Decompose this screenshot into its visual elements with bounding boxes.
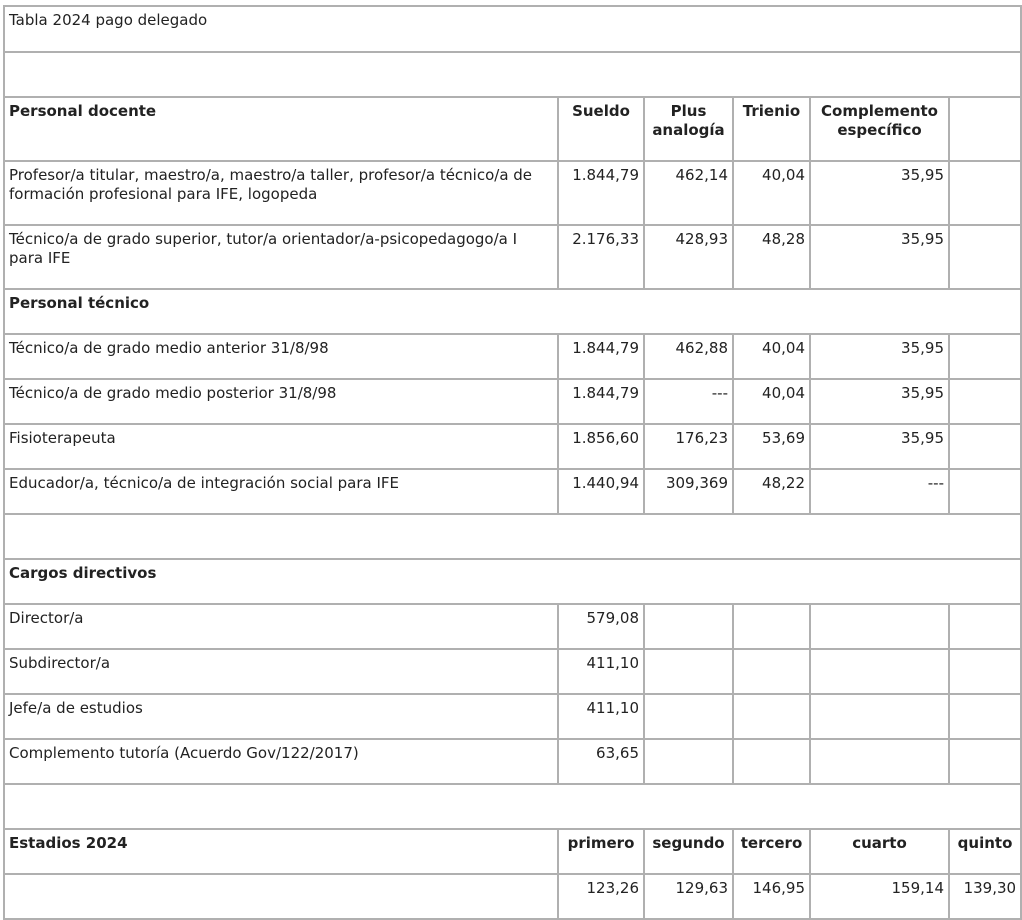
- trienio-cell: 53,69: [733, 424, 810, 469]
- col-header-cuarto: cuarto: [810, 829, 949, 874]
- empty-cell: [810, 604, 949, 649]
- empty-cell: [644, 604, 733, 649]
- plus-cell: 428,93: [644, 225, 733, 289]
- empty-cell: [810, 649, 949, 694]
- empty-cell: [949, 334, 1021, 379]
- empty-cell: [644, 649, 733, 694]
- section-header-tecnico: Personal técnico: [4, 289, 1021, 334]
- col-header-trienio: Trienio: [733, 97, 810, 161]
- row-label: Técnico/a de grado medio anterior 31/8/98: [4, 334, 558, 379]
- section-header-directivos: Cargos directivos: [4, 559, 1021, 604]
- section-header-docentes: Personal docente: [4, 97, 558, 161]
- plus-cell: 462,14: [644, 161, 733, 225]
- empty-cell: [949, 97, 1021, 161]
- value-cell: 411,10: [558, 694, 644, 739]
- sueldo-cell: 1.844,79: [558, 334, 644, 379]
- estadio-value-cell: 129,63: [644, 874, 733, 919]
- table-row: [4, 334, 1021, 379]
- table-row: [4, 604, 1021, 649]
- table-row: [4, 469, 1021, 514]
- row-label: Técnico/a de grado medio posterior 31/8/98: [4, 379, 558, 424]
- empty-cell: [949, 379, 1021, 424]
- tecnico-header-row: [4, 289, 1021, 334]
- empty-cell: [733, 604, 810, 649]
- col-header-segundo: segundo: [644, 829, 733, 874]
- row-label: Educador/a, técnico/a de integración social para IFE: [4, 469, 558, 514]
- complemento-cell: ---: [810, 469, 949, 514]
- row-label: Fisioterapeuta: [4, 424, 558, 469]
- row-label: Director/a: [4, 604, 558, 649]
- row-label: Complemento tutoría (Acuerdo Gov/122/2017): [4, 739, 558, 784]
- row-label: Profesor/a titular, maestro/a, maestro/a taller, profesor/a técnico/a de formación profesional para IFE, logopeda: [4, 161, 558, 225]
- empty-cell: [644, 739, 733, 784]
- trienio-cell: 48,28: [733, 225, 810, 289]
- table-row: [4, 874, 1021, 919]
- col-header-tercero: tercero: [733, 829, 810, 874]
- empty-cell: [810, 694, 949, 739]
- table-row: [4, 225, 1021, 289]
- empty-cell: [733, 739, 810, 784]
- trienio-cell: 40,04: [733, 334, 810, 379]
- empty-cell: [949, 225, 1021, 289]
- empty-cell: [949, 739, 1021, 784]
- value-cell: 579,08: [558, 604, 644, 649]
- spacer-row: [4, 784, 1021, 829]
- empty-cell: [4, 514, 1021, 559]
- estadio-value-cell: 159,14: [810, 874, 949, 919]
- estadios-header-row: [4, 829, 1021, 874]
- col-header-quinto: quinto: [949, 829, 1021, 874]
- complemento-cell: 35,95: [810, 225, 949, 289]
- table-title: Tabla 2024 pago delegado: [4, 6, 1021, 52]
- plus-cell: 462,88: [644, 334, 733, 379]
- empty-cell: [949, 469, 1021, 514]
- salary-table: [3, 5, 1022, 920]
- table-row: [4, 649, 1021, 694]
- empty-cell: [949, 694, 1021, 739]
- complemento-cell: 35,95: [810, 161, 949, 225]
- plus-cell: 309,369: [644, 469, 733, 514]
- trienio-cell: 48,22: [733, 469, 810, 514]
- col-header-sueldo: Sueldo: [558, 97, 644, 161]
- plus-cell: 176,23: [644, 424, 733, 469]
- table-row: [4, 739, 1021, 784]
- table-row: [4, 424, 1021, 469]
- spacer-row: [4, 52, 1021, 97]
- complemento-cell: 35,95: [810, 379, 949, 424]
- empty-cell: [733, 694, 810, 739]
- sueldo-cell: 1.440,94: [558, 469, 644, 514]
- empty-cell: [4, 874, 558, 919]
- table-row: [4, 161, 1021, 225]
- col-header-plus-analogia: Plus analogía: [644, 97, 733, 161]
- trienio-cell: 40,04: [733, 379, 810, 424]
- empty-cell: [810, 739, 949, 784]
- sueldo-cell: 1.856,60: [558, 424, 644, 469]
- table-row: [4, 694, 1021, 739]
- empty-cell: [949, 161, 1021, 225]
- estadio-value-cell: 139,30: [949, 874, 1021, 919]
- complemento-cell: 35,95: [810, 334, 949, 379]
- empty-cell: [949, 424, 1021, 469]
- empty-cell: [949, 649, 1021, 694]
- directivos-header-row: [4, 559, 1021, 604]
- title-row: [4, 6, 1021, 52]
- value-cell: 63,65: [558, 739, 644, 784]
- sueldo-cell: 1.844,79: [558, 161, 644, 225]
- table-row: [4, 379, 1021, 424]
- trienio-cell: 40,04: [733, 161, 810, 225]
- row-label: Subdirector/a: [4, 649, 558, 694]
- empty-cell: [733, 649, 810, 694]
- empty-cell: [4, 52, 1021, 97]
- sueldo-cell: 2.176,33: [558, 225, 644, 289]
- spacer-row: [4, 514, 1021, 559]
- section-header-estadios: Estadios 2024: [4, 829, 558, 874]
- estadio-value-cell: 146,95: [733, 874, 810, 919]
- col-header-complemento: Complemento específico: [810, 97, 949, 161]
- row-label: Técnico/a de grado superior, tutor/a orientador/a-psicopedagogo/a I para IFE: [4, 225, 558, 289]
- empty-cell: [644, 694, 733, 739]
- value-cell: 411,10: [558, 649, 644, 694]
- empty-cell: [4, 784, 1021, 829]
- complemento-cell: 35,95: [810, 424, 949, 469]
- plus-cell: ---: [644, 379, 733, 424]
- empty-cell: [949, 604, 1021, 649]
- docentes-header-row: [4, 97, 1021, 161]
- estadio-value-cell: 123,26: [558, 874, 644, 919]
- col-header-primero: primero: [558, 829, 644, 874]
- row-label: Jefe/a de estudios: [4, 694, 558, 739]
- sueldo-cell: 1.844,79: [558, 379, 644, 424]
